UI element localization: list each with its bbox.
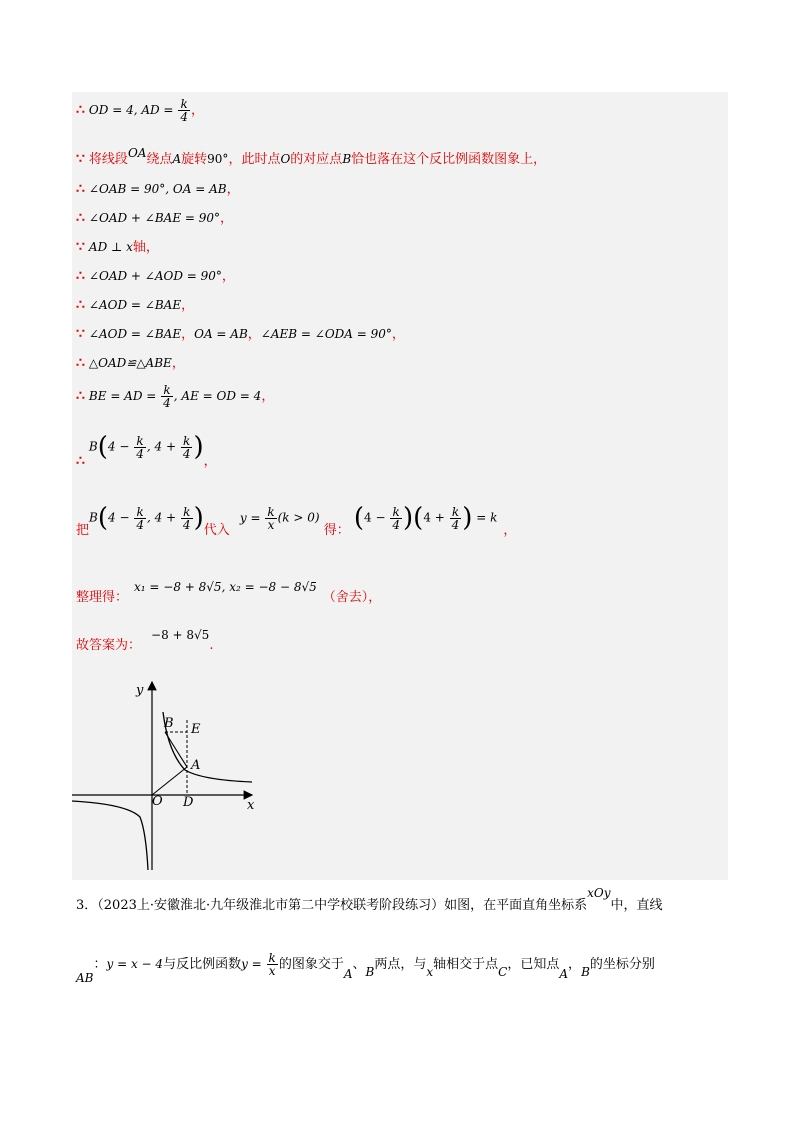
text: 与反比例函数 — [163, 957, 242, 972]
left-paren: ( — [413, 503, 424, 533]
math-expr: ∠AOD = ∠BAE — [88, 298, 182, 312]
fraction-denominator: 4 — [392, 517, 400, 532]
fraction-numerator: k — [161, 384, 173, 397]
therefore-symbol: ∴ — [76, 210, 85, 226]
fraction-denominator: x — [267, 517, 275, 532]
punctuation: ， — [181, 298, 195, 313]
text: 的坐标分别 — [589, 957, 655, 972]
math-expr: OD = 4, AD = — [88, 103, 178, 117]
math-expr: A — [559, 967, 569, 981]
solution-line-11 — [76, 432, 217, 469]
fraction-denominator: 4 — [180, 110, 188, 124]
point-B-label: B — [164, 716, 174, 731]
solution-line-1 — [76, 98, 204, 123]
therefore-symbol: ∴ — [76, 388, 85, 404]
text: 恰也落在这个反比例函数图象上， — [351, 152, 547, 167]
punctuation: ， — [190, 103, 204, 118]
fraction-numerator: k — [134, 435, 146, 448]
fraction — [134, 506, 146, 531]
question-line-2 — [76, 951, 655, 985]
right-paren: ) — [193, 503, 204, 533]
point-A-label: A — [191, 758, 201, 773]
solution-line-7 — [76, 294, 194, 313]
segment-AB — [165, 732, 187, 767]
math-expr: = k — [472, 510, 498, 525]
math-expr: ∠OAD + ∠AOD = 90° — [88, 269, 222, 283]
text: 旋转 — [181, 152, 208, 167]
text: 把 — [76, 522, 90, 538]
math-expr: B — [89, 510, 98, 525]
fraction-numerator: k — [178, 98, 190, 111]
because-symbol: ∵ — [76, 326, 85, 342]
fraction — [390, 506, 402, 531]
solution-line-6 — [76, 265, 235, 284]
text: ： — [93, 957, 107, 972]
text: 、 — [352, 957, 366, 972]
hyperbola-figure — [72, 672, 272, 872]
math-expr: x — [426, 965, 434, 979]
right-paren: ) — [193, 432, 204, 462]
punctuation: ， — [391, 327, 405, 342]
text: 两点，与 — [374, 957, 427, 972]
point-E-label: E — [191, 722, 201, 737]
therefore-symbol: ∴ — [76, 181, 85, 197]
therefore-symbol: ∴ — [76, 102, 85, 118]
punctuation: ， — [221, 269, 235, 284]
math-expr: A — [172, 152, 182, 166]
punctuation: ， — [226, 182, 240, 197]
math-expr: ∠AEB = ∠ODA = 90° — [260, 327, 392, 341]
fraction-numerator: k — [181, 506, 193, 519]
math-expr: BE = AD = — [88, 389, 161, 403]
text: 将线段 — [88, 152, 128, 167]
math-expr: xOy — [587, 886, 611, 900]
text: （舍去）， — [322, 590, 382, 605]
fraction-denominator: 4 — [182, 446, 191, 461]
text: 绕点 — [146, 152, 173, 167]
solution-line-8 — [76, 323, 405, 342]
fraction — [267, 952, 278, 977]
math-expr: −8 + 8√5 — [151, 628, 210, 642]
text: 的图象交于 — [278, 957, 344, 972]
punctuation: ， — [503, 522, 517, 538]
fraction — [265, 506, 276, 531]
math-expr: B — [365, 965, 375, 979]
text: 3．（2023上·安徽淮北·九年级淮北市第二中学校联考阶段练习）如图，在平面直角坐标系 — [76, 898, 588, 913]
text: 得： — [323, 522, 350, 538]
fraction — [181, 506, 193, 531]
text: 的对应点 — [290, 152, 343, 167]
left-paren: ( — [353, 503, 365, 533]
fraction-denominator: 4 — [136, 446, 144, 461]
fraction — [161, 384, 173, 409]
fraction-numerator: k — [390, 506, 402, 519]
text: 轴相交于点 — [433, 957, 499, 972]
therefore-symbol: ∴ — [76, 297, 85, 313]
math-expr: y = — [241, 957, 266, 971]
fraction-numerator: k — [134, 506, 146, 519]
right-paren: ) — [403, 503, 414, 533]
fraction — [450, 506, 462, 531]
left-paren: ( — [97, 432, 108, 462]
solution-line-13 — [76, 576, 382, 605]
math-expr: 4 − — [108, 510, 134, 525]
left-paren: ( — [97, 503, 108, 533]
math-expr: A — [343, 967, 353, 981]
math-expr: △OAD≌△ABE — [88, 356, 172, 370]
fraction — [178, 98, 190, 123]
solution-line-12: 把B(4 − $\frac{k}{4}$ , 4 + $\frac{k}{4}$ )代入 y = $\frac{k}{x}$ (k > 0) 得： (4 − $\frac{k}{4}$ )(4 + $\frac{k}{4}$ ) = k， — [76, 503, 517, 538]
fraction-numerator: k — [268, 951, 276, 965]
text: 整理得： — [76, 590, 129, 605]
because-symbol: ∵ — [76, 151, 85, 167]
point-O-label: O — [152, 794, 163, 809]
math-expr: ∠OAD + ∠BAE = 90° — [88, 211, 221, 225]
text: 轴， — [132, 240, 159, 255]
right-paren: ) — [462, 503, 473, 533]
punctuation: ， — [261, 389, 275, 404]
math-expr: , 4 + — [146, 439, 180, 454]
point-D-label: D — [183, 795, 194, 810]
fraction-denominator: x — [268, 964, 276, 978]
math-expr: OA — [127, 146, 147, 160]
segment-OA — [152, 767, 187, 795]
solution-line-10 — [76, 384, 274, 409]
therefore-symbol: ∴ — [76, 452, 85, 469]
math-expr: O — [280, 152, 291, 166]
solution-line-5 — [76, 236, 159, 255]
math-expr: x₁ = −8 + 8√5, x₂ = −8 − 8√5 — [134, 580, 317, 594]
hyperbola-branch-right — [163, 712, 252, 782]
math-expr: 4 − — [107, 439, 134, 454]
math-expr: (k > 0) — [277, 510, 320, 525]
fraction-numerator: k — [181, 435, 193, 448]
hyperbola-branch-left — [72, 801, 148, 870]
solution-line-2 — [76, 148, 546, 167]
therefore-symbol: ∴ — [76, 268, 85, 284]
math-expr: B — [342, 152, 352, 166]
punctuation: ， — [247, 327, 261, 342]
punctuation: ， — [220, 211, 234, 226]
fraction-denominator: 4 — [136, 517, 144, 532]
math-expr: AD ⊥ x — [88, 240, 133, 254]
punctuation: . — [209, 638, 214, 653]
punctuation: ， — [171, 356, 185, 371]
text: 故答案为： — [76, 638, 142, 653]
text: ，此时点 — [228, 152, 281, 167]
fraction — [134, 435, 146, 460]
math-expr: ∠AOD = ∠BAE — [88, 327, 182, 341]
math-expr: y = x − 4 — [106, 957, 164, 971]
text: ，已知点 — [507, 957, 560, 972]
fraction-denominator: 4 — [182, 517, 191, 532]
solution-line-3 — [76, 178, 240, 197]
math-expr: AB — [76, 971, 94, 985]
math-expr: OA = AB — [194, 327, 248, 341]
math-expr: B — [88, 439, 98, 454]
math-expr: , AE = OD = 4 — [173, 389, 262, 403]
fraction-denominator: 4 — [163, 396, 171, 410]
x-axis-label: x — [247, 798, 255, 813]
because-symbol: ∵ — [76, 239, 85, 255]
fraction-numerator: k — [267, 504, 275, 519]
math-expr: ∠OAB = 90°, OA = AB — [88, 182, 227, 196]
solution-line-14 — [76, 624, 214, 653]
text: 中，直线 — [610, 898, 663, 913]
question-line-1 — [76, 886, 663, 913]
math-expr: 90° — [207, 152, 229, 166]
y-axis-label: y — [136, 683, 144, 698]
text: ， — [568, 957, 582, 972]
text: 代入 — [203, 522, 230, 538]
solution-line-9 — [76, 352, 185, 371]
fraction — [181, 435, 193, 460]
punctuation: ， — [203, 453, 217, 469]
fraction-denominator: 4 — [451, 517, 460, 532]
math-expr: B — [581, 965, 590, 979]
math-expr: y = — [239, 510, 265, 525]
math-expr: C — [498, 965, 508, 979]
fraction-numerator: k — [450, 506, 462, 519]
solution-line-4 — [76, 207, 233, 226]
math-expr: , 4 + — [146, 510, 180, 525]
punctuation: ， — [181, 327, 195, 342]
therefore-symbol: ∴ — [76, 355, 85, 371]
